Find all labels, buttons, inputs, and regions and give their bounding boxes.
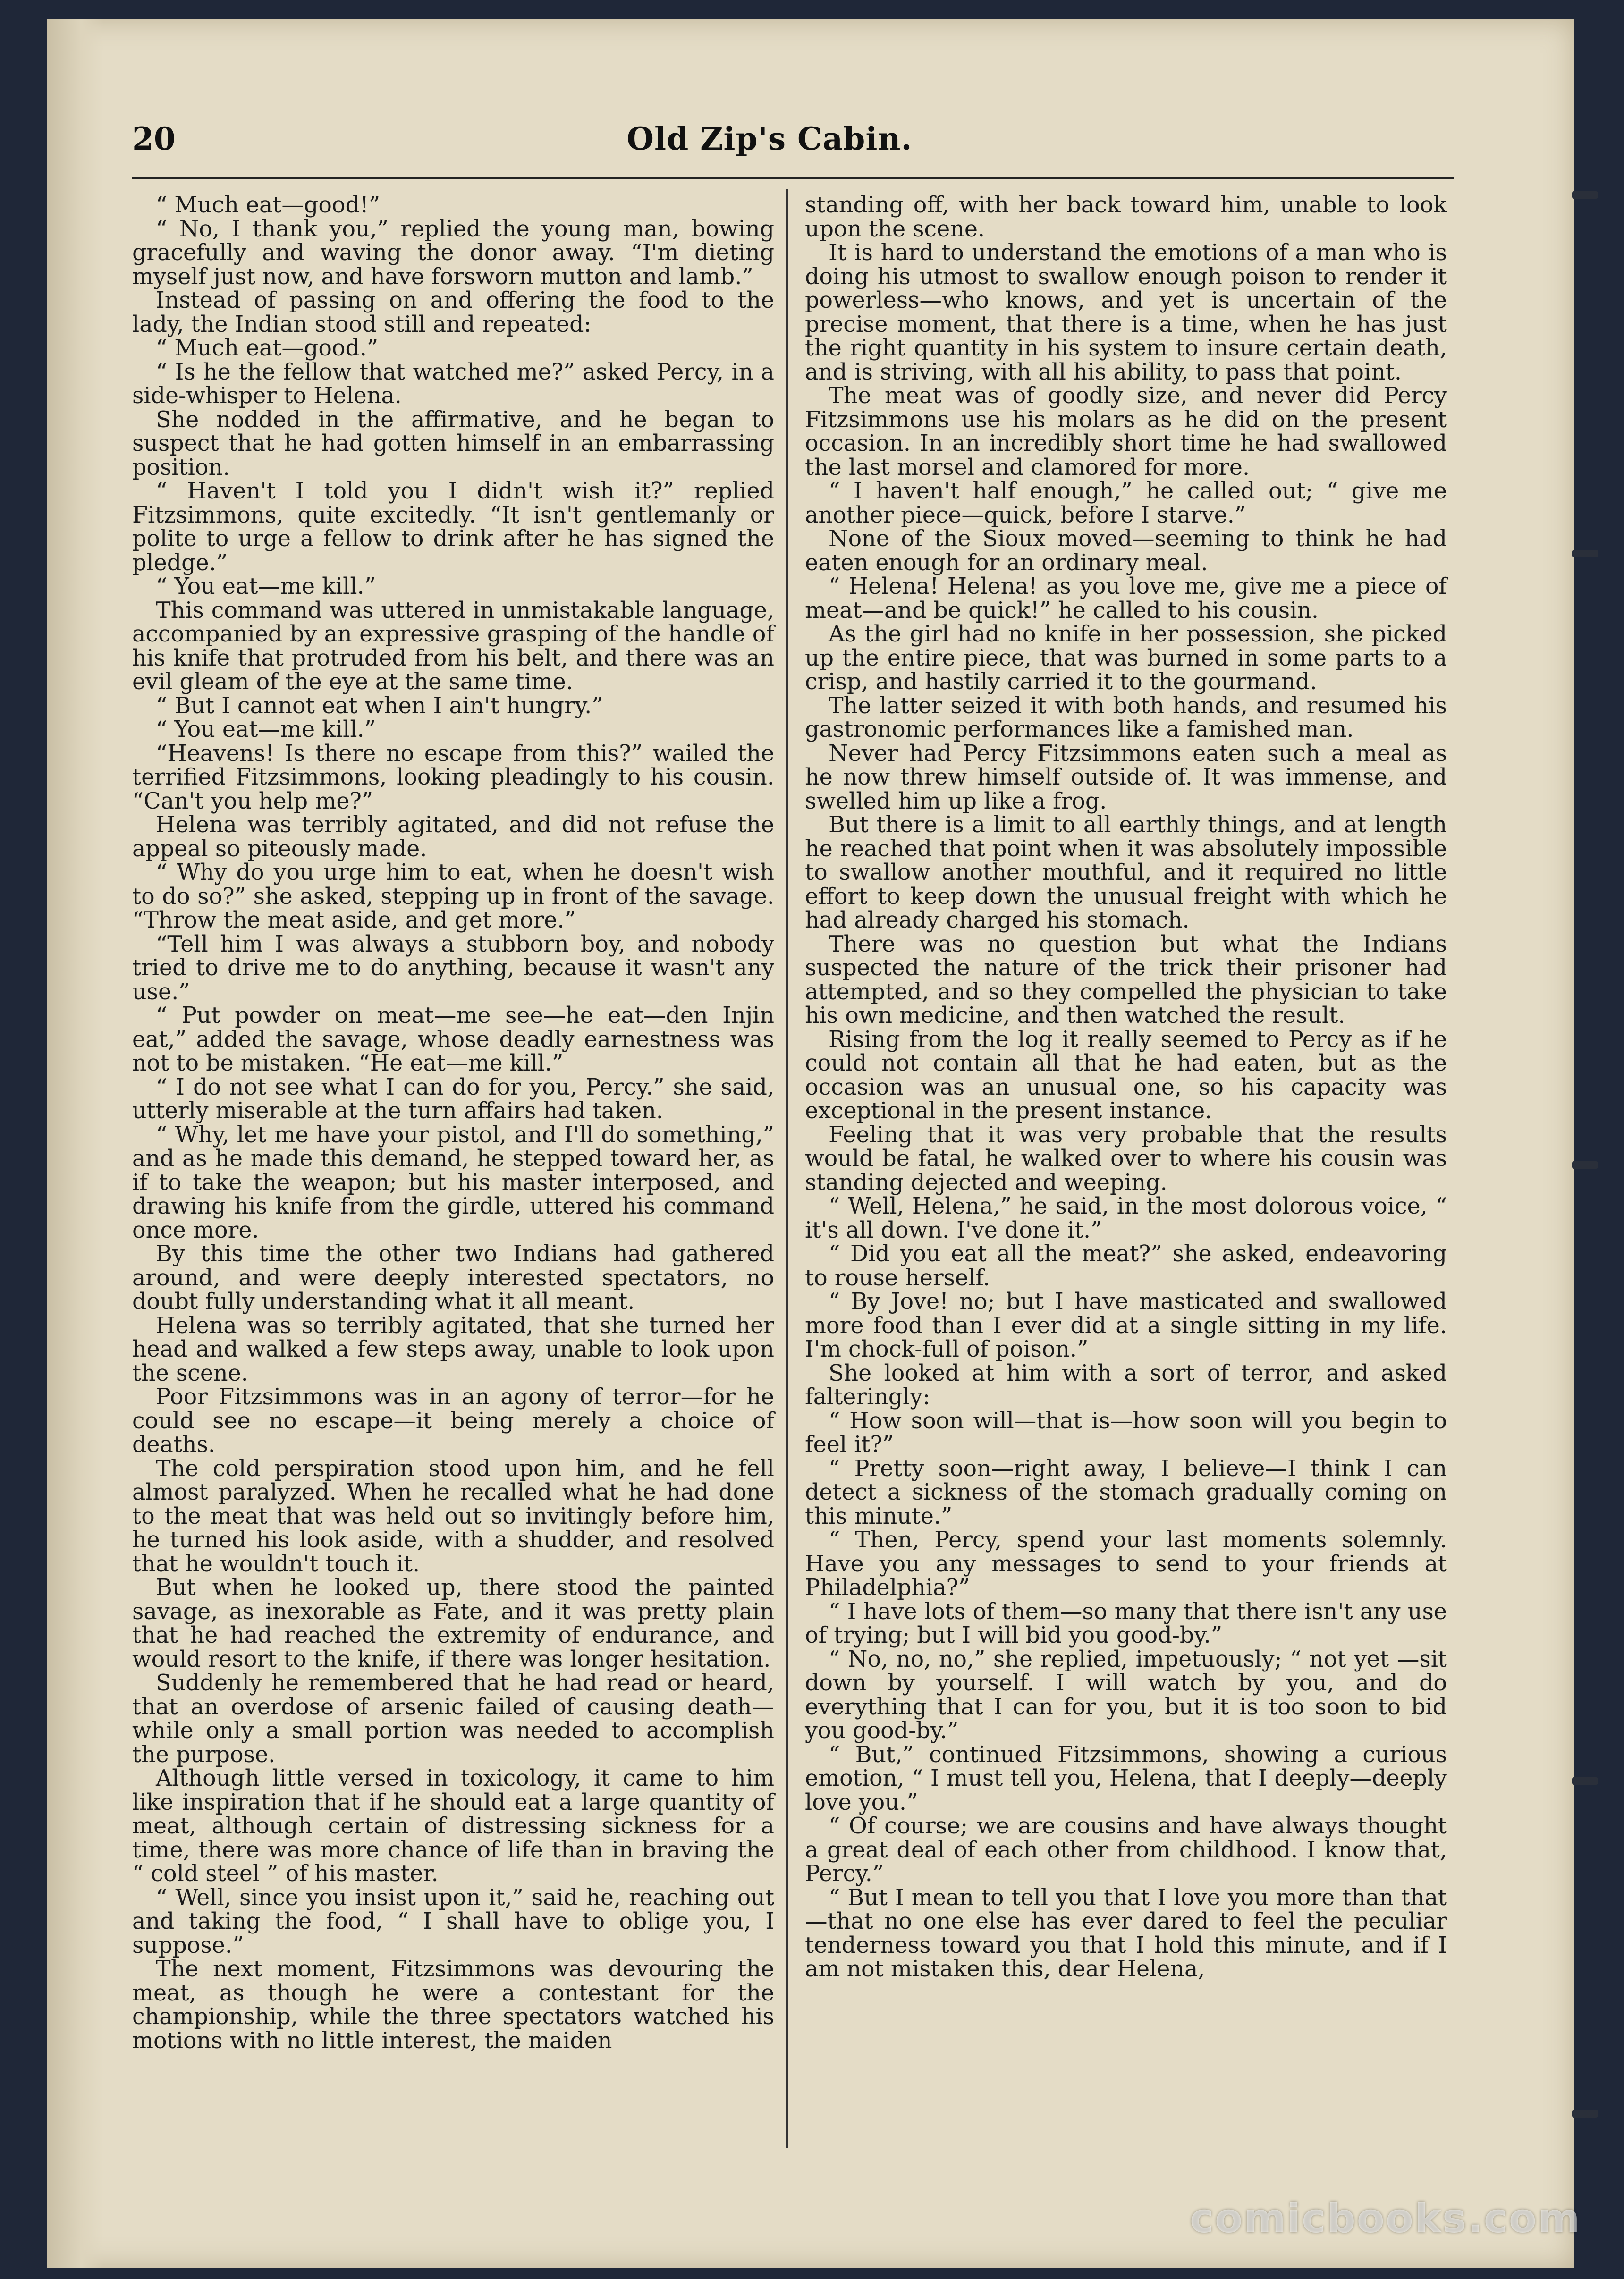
right-column (805, 194, 1447, 1982)
paragraph: “Heavens! Is there no escape from this?” wailed the terrified Fitzsimmons, looking pleadingly to his cousin. “Can't you help me?” (132, 740, 774, 814)
paragraph: “ Pretty soon—right away, I believe—I think I can detect a sickness of the stomach gradually coming on this minute.” (805, 1455, 1447, 1529)
binding-staple (1572, 2110, 1598, 2118)
paragraph: “ But I mean to tell you that I love you more than that—that no one else has ever dared to feel the peculiar tenderness toward you that I hold this minute, and if I am not mistaken this, dear Helena, (805, 1884, 1447, 1982)
paragraph: “ Is he the fellow that watched me?” asked Percy, in a side-whisper to Helena. (132, 359, 774, 409)
paragraph: Helena was so terribly agitated, that she turned her head and walked a few steps away, unable to look upon the scene. (132, 1312, 774, 1386)
header-rule (132, 177, 1454, 179)
paragraph: Feeling that it was very probable that the results would be fatal, he walked over to where his cousin was standing dejected and weeping. (805, 1122, 1447, 1196)
binding-staple (1572, 1161, 1598, 1169)
paragraph: Instead of passing on and offering the food to the lady, the Indian stood still and repeated: (132, 287, 774, 338)
paragraph: “ By Jove! no; but I have masticated and swallowed more food than I ever did at a single sitting in my life. I'm chock-full of poison.” (805, 1289, 1447, 1362)
paragraph: The cold perspiration stood upon him, and he fell almost paralyzed. When he recalled what he had done to the meat that was held out so invitingly before him, he turned his look aside, with a shudder, and resolved that he wouldn't touch it. (132, 1455, 774, 1577)
binding-staple (1572, 1777, 1598, 1785)
paragraph: “ Well, since you insist upon it,” said he, reaching out and taking the food, “ I shall have to oblige you, I suppose.” (132, 1884, 774, 1958)
paragraph: None of the Sioux moved—seeming to think he had eaten enough for an ordinary meal. (805, 526, 1447, 576)
running-title: Old Zip's Cabin. (626, 120, 913, 157)
paragraph: Although little versed in toxicology, it came to him like inspiration that if he should eat a large quantity of meat, although certain of distressing sickness for a time, there was more chance of life than in braving the “ cold steel ” of his master. (132, 1765, 774, 1887)
paragraph: “ Of course; we are cousins and have always thought a great deal of each other from childhood. I know that, Percy.” (805, 1813, 1447, 1887)
paragraph: “ Why do you urge him to eat, when he doesn't wish to do so?” she asked, stepping up in front of the savage. “Throw the meat aside, and get more.” (132, 860, 774, 933)
paragraph: “ Why, let me have your pistol, and I'll do something,” and as he made this demand, he stepped toward her, as if to take the weapon; but his master interposed, and drawing his knife from the girdle, uttered his command once more. (132, 1122, 774, 1243)
paragraph: “ Well, Helena,” he said, in the most dolorous voice, “ it's all down. I've done it.” (805, 1193, 1447, 1243)
paragraph: “Tell him I was always a stubborn boy, and nobody tried to drive me to do anything, because it wasn't any use.” (132, 931, 774, 1005)
paragraph: The next moment, Fitzsimmons was devouring the meat, as though he were a contestant for the championship, while the three spectators watched his motions with no little interest, the maiden (132, 1956, 774, 2054)
paragraph: The meat was of goodly size, and never did Percy Fitzsimmons use his molars as he did on the present occasion. In an incredibly short time he had swallowed the last morsel and clamored for more. (805, 383, 1447, 481)
column-divider (786, 189, 788, 2148)
paragraph: She looked at him with a sort of terror, and asked falteringly: (805, 1360, 1447, 1410)
paragraph: standing off, with her back toward him, unable to look upon the scene. (805, 192, 1447, 242)
paragraph: “ But I cannot eat when I ain't hungry.” (156, 692, 603, 719)
paragraph: “ Much eat—good!” (156, 192, 381, 218)
paragraph: “ I haven't half enough,” he called out; “ give me another piece—quick, before I starve.” (805, 478, 1447, 528)
paragraph: “ Helena! Helena! as you love me, give me a piece of meat—and be quick!” he called to his cousin. (805, 574, 1447, 624)
paragraph: It is hard to understand the emotions of a man who is doing his utmost to swallow enough poison to render it powerless—who knows, and yet is uncertain of the precise moment, that there is a time, when he has just the right quantity in his system to insure certain death, and is striving, with all his ability, to pass that point. (805, 240, 1447, 385)
left-column (132, 194, 774, 2053)
paragraph: “ But,” continued Fitzsimmons, showing a curious emotion, “ I must tell you, Helena, that I deeply—deeply love you.” (805, 1741, 1447, 1815)
paragraph: “ No, no, no,” she replied, impetuously; “ not yet —sit down by yourself. I will watch by you, and do everything that I can for you, but it is too soon to bid you good-by.” (805, 1646, 1447, 1744)
paragraph: Helena was terribly agitated, and did not refuse the appeal so piteously made. (132, 812, 774, 862)
paragraph: “ You eat—me kill.” (156, 574, 376, 599)
binding-staple (1572, 550, 1598, 557)
paragraph: Never had Percy Fitzsimmons eaten such a meal as he now threw himself outside of. It was immense, and swelled him up like a frog. (805, 740, 1447, 814)
paragraph: “ Haven't I told you I didn't wish it?” replied Fitzsimmons, quite excitedly. “It isn't gentlemanly or polite to urge a fellow to drink after he has signed the pledge.” (132, 478, 774, 576)
paragraph: “ Did you eat all the meat?” she asked, endeavoring to rouse herself. (805, 1241, 1447, 1291)
paragraph: This command was uttered in unmistakable language, accompanied by an expressive grasping of the handle of his knife that protruded from his belt, and there was an evil gleam of the eye at the same time. (132, 597, 774, 695)
paragraph: “ I do not see what I can do for you, Percy.” she said, utterly miserable at the turn affairs had taken. (132, 1074, 774, 1124)
paragraph: She nodded in the affirmative, and he began to suspect that he had gotten himself in an embarrassing position. (132, 406, 774, 481)
binding-staple (1572, 191, 1598, 199)
paragraph: “ Then, Percy, spend your last moments solemnly. Have you any messages to send to your friends at Philadelphia?” (805, 1527, 1447, 1601)
paragraph: By this time the other two Indians had gathered around, and were deeply interested spectators, no doubt fully understanding what it all meant. (132, 1241, 774, 1315)
paragraph: “ No, I thank you,” replied the young man, bowing gracefully and waving the donor away. “I'm dieting myself just now, and have forsworn mutton and lamb.” (132, 216, 774, 290)
paragraph: There was no question but what the Indians suspected the nature of the trick their prisoner had attempted, and so they compelled the physician to take his own medicine, and then watched the result. (805, 931, 1447, 1029)
paragraph: Suddenly he remembered that he had read or heard, that an overdose of arsenic failed of causing death—while only a small portion was needed to accomplish the purpose. (132, 1670, 774, 1768)
page-number: 20 (132, 120, 176, 157)
site-watermark: comicbooks.com (1190, 2195, 1581, 2242)
page-gutter-shadow (47, 19, 104, 2268)
paragraph: “ Put powder on meat—me see—he eat—den Injin eat,” added the savage, whose deadly earnestness was not to be mistaken. “He eat—me kill.” (132, 1003, 774, 1076)
paragraph: “ You eat—me kill.” (156, 717, 376, 743)
paragraph: Poor Fitzsimmons was in an agony of terror—for he could see no escape—it being merely a choice of deaths. (132, 1384, 774, 1458)
page-header (85, 111, 1454, 163)
paragraph: The latter seized it with both hands, and resumed his gastronomic performances like a famished man. (805, 692, 1447, 743)
paragraph: But when he looked up, there stood the painted savage, as inexorable as Fate, and it was pretty plain that he had reached the extremity of endurance, and would resort to the knife, if there was longer hesitation. (132, 1575, 774, 1672)
paragraph: “ How soon will—that is—how soon will you begin to feel it?” (805, 1408, 1447, 1458)
paragraph: But there is a limit to all earthly things, and at length he reached that point when it was absolutely impossible to swallow another mouthful, and it required no little effort to keep down the unusual freight with which he had already charged his stomach. (805, 812, 1447, 933)
paragraph: “ Much eat—good.” (156, 335, 379, 361)
paragraph: “ I have lots of them—so many that there isn't any use of trying; but I will bid you good-by.” (805, 1598, 1447, 1648)
paragraph: Rising from the log it really seemed to Percy as if he could not contain all that he had eaten, but as the occasion was an unusual one, so his capacity was exceptional in the present instance. (805, 1026, 1447, 1124)
paragraph: As the girl had no knife in her possession, she picked up the entire piece, that was burned in some parts to a crisp, and hastily carried it to the gourmand. (805, 621, 1447, 695)
